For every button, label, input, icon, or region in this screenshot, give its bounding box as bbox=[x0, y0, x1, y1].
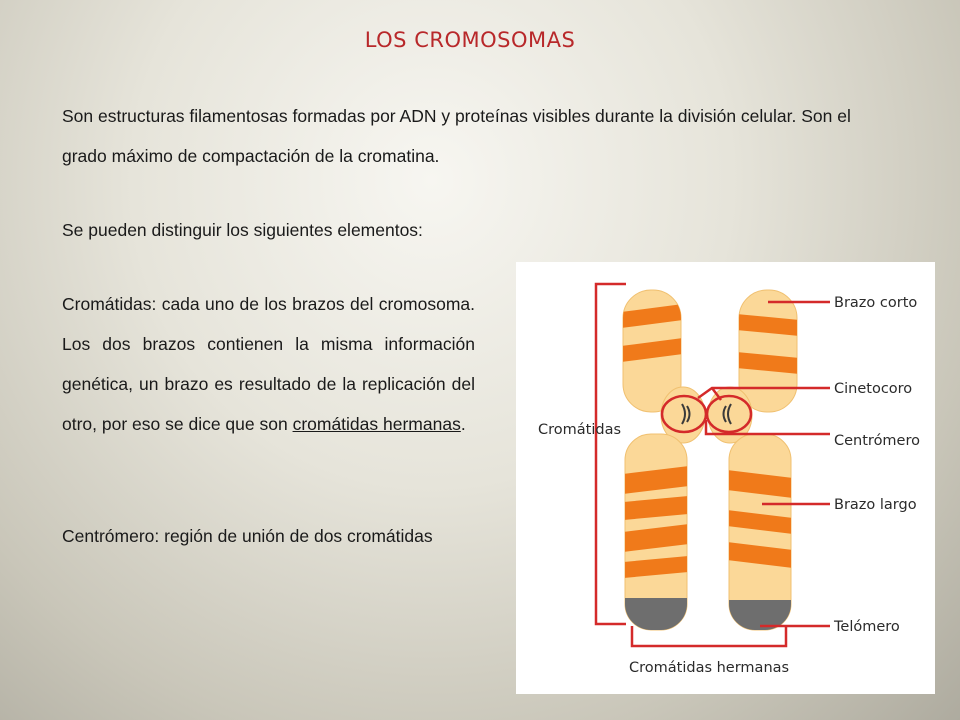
label-cromatidas-hermanas: Cromátidas hermanas bbox=[629, 660, 790, 676]
cromatidas-definition bbox=[62, 284, 475, 444]
centromero-definition: Centrómero: región de unión de dos cromátidas bbox=[62, 526, 433, 546]
page-title: LOS CROMOSOMAS bbox=[364, 28, 576, 52]
intro-paragraph: Son estructuras filamentosas formadas por ADN y proteínas visibles durante la división celular. Son el grado máximo de compactación de la cromatina. bbox=[62, 106, 851, 166]
cromatidas-definition-end: . bbox=[460, 414, 466, 434]
cromatidas-definition-text: Cromátidas: cada uno de los brazos del cromosoma. Los dos brazos contienen la misma información genética, un brazo es resultado de la replicación del otro, por eso se dice que son bbox=[62, 294, 475, 434]
label-brazo-largo: Brazo largo bbox=[834, 497, 917, 513]
cromatidas-hermanas-term: cromátidas hermanas bbox=[292, 414, 461, 434]
chromosome-body bbox=[623, 290, 797, 630]
chromosome-diagram bbox=[516, 262, 935, 694]
label-telomero: Telómero bbox=[834, 619, 900, 635]
label-brazo-corto: Brazo corto bbox=[834, 295, 918, 311]
label-centromero: Centrómero bbox=[834, 433, 920, 449]
label-cromatidas: Cromátidas bbox=[538, 422, 622, 438]
lead-paragraph: Se pueden distinguir los siguientes elementos: bbox=[62, 220, 423, 240]
label-cinetocoro: Cinetocoro bbox=[834, 381, 913, 397]
